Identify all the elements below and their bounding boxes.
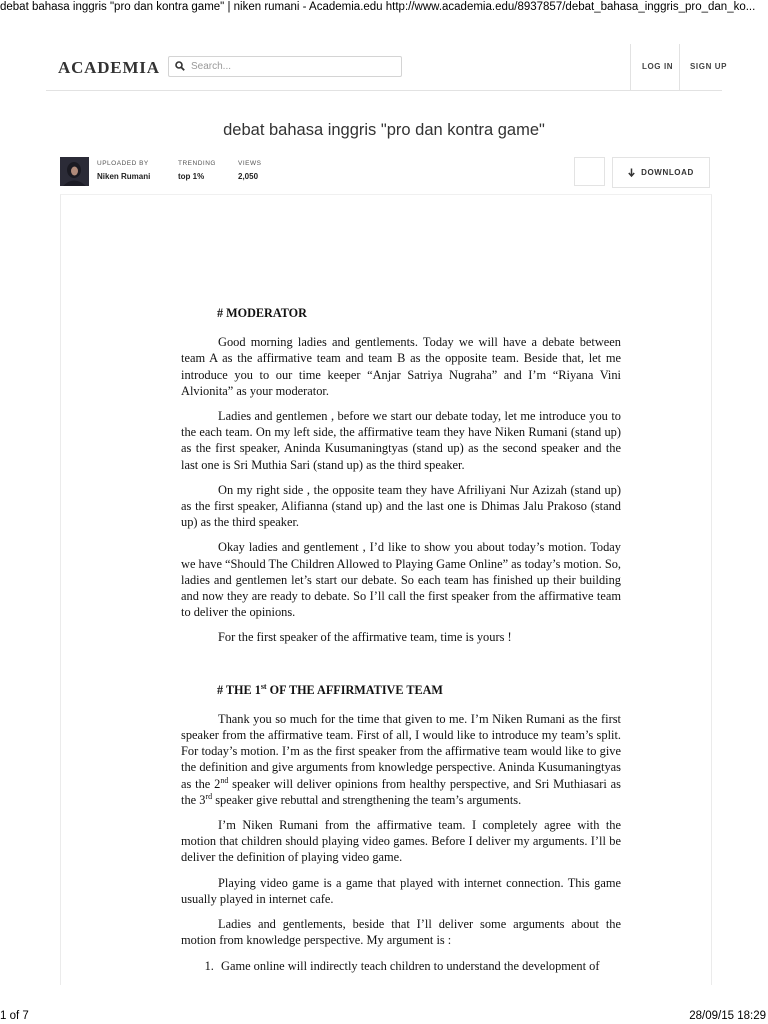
download-label: DOWNLOAD (641, 168, 694, 177)
download-button[interactable] (612, 157, 710, 188)
paragraph: For the first speaker of the affirmative team, time is yours ! (218, 630, 512, 645)
avatar-image (60, 157, 89, 186)
academia-logo[interactable]: ACADEMIA (58, 58, 160, 77)
signup-link[interactable]: SIGN UP (690, 62, 728, 71)
paragraph: On my right side , the opposite team they have Afriliyani Nur Azizah (stand up) as the first speaker, Alifianna (stand up) and the last one is Dhimas Jalu Prakoso (stand up) as the third speaker. (181, 482, 621, 530)
top-navbar (46, 44, 728, 91)
paragraph: I’m Niken Rumani from the affirmative team. I completely agree with the motion that children should playing video games. Before I deliver my arguments. I’ll be deliver the definition of playing video game. (181, 818, 621, 865)
uploader-name[interactable]: Niken Rumani (97, 172, 151, 181)
login-link[interactable]: LOG IN (642, 62, 674, 71)
print-page-number: 1 of 7 (0, 1010, 29, 1022)
document-title: debat bahasa inggris "pro dan kontra game" (223, 121, 545, 139)
uploader-avatar[interactable] (60, 157, 89, 186)
paragraph: Ladies and gentlemen , before we start our debate today, let me introduce you to the each team. On my left side, the affirmative team they have Niken Rumani (stand up) as the first speaker, Aninda Kusumaningtyas (stand up) as the second speaker and the last one is Sri Muthia Sari (stand up) as the third speaker. (181, 409, 621, 472)
list-item: 1. Game online will indirectly teach children to understand the development of (217, 958, 621, 974)
paragraph: Ladies and gentlements, beside that I’ll deliver some arguments about the motion from knowledge perspective. My argument is : (181, 917, 621, 948)
download-arrow-icon (628, 168, 635, 177)
trending-label: TRENDING (178, 160, 216, 167)
paragraph: Good morning ladies and gentlements. Today we will have a debate between team A as the affirmative team and team B as the opposite team. Beside that, let me introduce you to our time keeper “Anjar Satriya Nugraha” and I’m “Riyana Vini Alvionita” as your moderator. (181, 335, 621, 398)
section-heading-affirmative: # THE 1st OF THE AFFIRMATIVE TEAM (217, 681, 443, 697)
uploaded-by-label: UPLOADED BY (97, 160, 149, 167)
paragraph: Thank you so much for the time that given to me. I’m Niken Rumani as the first speaker from the affirmative team. First of all, I would like to introduce my team’s split. For today’s motion. I’m as the first speaker from the affirmative team would like to give the definition and give arguments from knowledge perspective. Aninda Kusumaningtyas as the 2nd speaker will deliver opinions from healthy perspective, and Sri Muthiasari as the 3rd speaker give rebuttal and strengthening the team’s arguments. (181, 711, 621, 807)
trending-value: top 1% (178, 172, 205, 181)
argument-list (181, 958, 621, 974)
views-value: 2,050 (238, 172, 259, 181)
search-input[interactable] (191, 58, 391, 75)
views-label: VIEWS (238, 160, 262, 167)
nav-divider (679, 44, 680, 90)
search-box[interactable] (168, 56, 402, 77)
print-header: debat bahasa inggris "pro dan kontra game" | niken rumani - Academia.edu http://www.academia.edu/8937857/debat_bahasa_inggris_pro_dan_ko... (0, 1, 756, 13)
search-icon (175, 61, 185, 71)
paragraph: Playing video game is a game that played with internet connection. This game usually played in internet cafe. (181, 875, 621, 906)
document-page (181, 305, 621, 974)
section-heading-moderator: # MODERATOR (217, 306, 307, 320)
share-button[interactable] (574, 157, 605, 186)
nav-divider (630, 44, 631, 90)
print-timestamp: 28/09/15 18:29 (689, 1010, 766, 1022)
paragraph: Okay ladies and gentlement , I’d like to show you about today’s motion. Today we have “Should The Children Allowed to Playing Game Online” as today’s motion. So, ladies and gentlemen let’s start our debate. So each team has finished up their building and now they are ready to debate. So I’ll call the first speaker from the affirmative team to deliver the opinions. (181, 540, 621, 620)
